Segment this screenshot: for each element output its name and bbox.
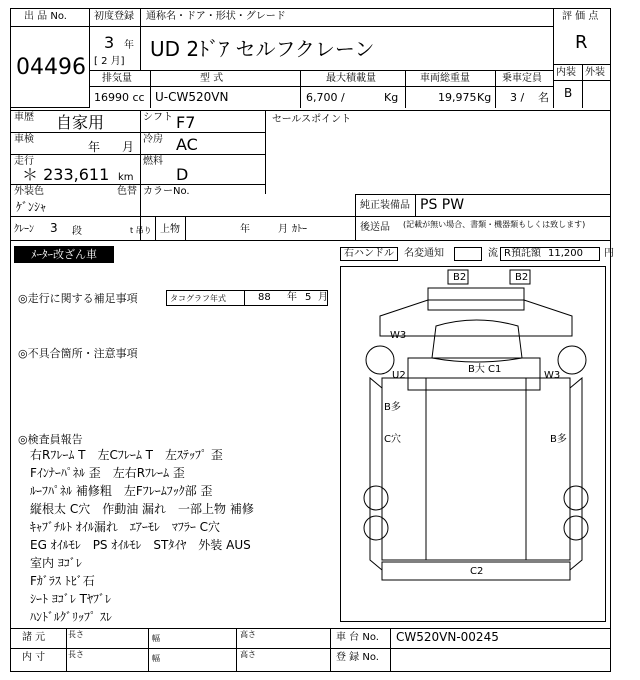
load-value: 6,700 / xyxy=(306,91,345,104)
deck-outline xyxy=(382,378,570,560)
r-deposit-unit: 円 xyxy=(604,248,614,259)
tacho-vline xyxy=(244,290,245,306)
header-line-2 xyxy=(90,70,553,71)
tacho-year: 88 xyxy=(258,292,271,303)
deck-fold-left xyxy=(370,378,382,570)
wheel-front-left xyxy=(366,346,394,374)
exterior-label: 外装 xyxy=(585,67,605,78)
reg-no-label: 登 録 No. xyxy=(336,652,379,663)
color-no-label: カラーNo. xyxy=(143,186,190,197)
supplement-label: ◎走行に関する補足事項 xyxy=(18,292,138,305)
name-change-label: 名変通知 xyxy=(404,248,444,259)
fuel-value: D xyxy=(176,165,189,184)
chassis-label: 車 台 No. xyxy=(336,632,379,643)
details-r5 xyxy=(10,240,611,241)
report-line: Fｶﾞﾗｽ ﾄﾋﾞ石 xyxy=(30,574,95,588)
spec-v1 xyxy=(150,70,151,108)
spec-v3 xyxy=(405,70,406,108)
model-label: 型 式 xyxy=(200,73,224,84)
mark-c2: C2 xyxy=(470,566,484,577)
tacho-month: 5 xyxy=(305,292,312,303)
report-line: ｷｬﾌﾞﾁﾙﾄ ｵｲﾙ漏れ ｴｱｰﾓﾚ ﾏﾌﾗｰ C穴 xyxy=(30,520,221,534)
details-r3 xyxy=(10,184,265,185)
height-label-2: 高さ xyxy=(240,650,256,659)
rhd-label: 右ハンドル xyxy=(344,248,394,259)
tacho-label: タコグラフ年式 xyxy=(170,294,226,303)
sales-point-label: セールスポイント xyxy=(272,114,352,125)
score-vline-2 xyxy=(582,64,583,108)
reg-year-unit: 年 xyxy=(124,40,134,51)
mileage-value: ＊ 233,611 xyxy=(22,165,110,184)
load-unit: Kg xyxy=(384,91,399,104)
equip-value: PS PW xyxy=(420,197,465,213)
tacho-month-unit: 月 xyxy=(318,292,328,303)
header-vline-reg xyxy=(140,8,141,70)
ac-value: AC xyxy=(176,135,198,154)
footer-v1 xyxy=(66,628,67,672)
footer-v3 xyxy=(236,628,237,672)
shift-value: F7 xyxy=(176,113,196,132)
width-label: 幅 xyxy=(152,634,160,643)
interior-score: B xyxy=(564,86,573,100)
mark-c-hole: C穴 xyxy=(384,434,401,445)
details-r1 xyxy=(10,132,265,133)
name-change-check xyxy=(454,247,482,261)
report-line: Fｲﾝﾅｰﾊﾟﾈﾙ 歪 左右Rﾌﾚｰﾑ 歪 xyxy=(30,466,185,480)
mileage-unit: km xyxy=(118,172,134,183)
gross-label: 車両総重量 xyxy=(420,73,470,84)
report-line: 縦根太 C穴 作動油 漏れ 一部上物 補修 xyxy=(30,502,254,516)
upper-vline xyxy=(185,216,186,240)
mileage-label: 走行 xyxy=(14,156,34,167)
details-v1 xyxy=(140,110,141,240)
cap-value: 3 / xyxy=(510,91,525,104)
cap-unit: 名 xyxy=(538,91,549,104)
inspection-label: 車検 xyxy=(14,134,34,145)
cab-outline xyxy=(428,288,524,310)
length-label-2: 長さ xyxy=(68,650,84,659)
history-value: 自家用 xyxy=(56,113,105,132)
wheel-rear-left-1 xyxy=(364,486,388,510)
footer-top xyxy=(10,628,611,629)
score-label: 評 価 点 xyxy=(562,11,599,22)
mark-w3-right: W3 xyxy=(544,370,561,381)
mark-u2: U2 xyxy=(392,370,406,381)
score-value: R xyxy=(575,32,588,53)
length-label: 長さ xyxy=(68,630,84,639)
after-label: 後送品 xyxy=(360,222,390,233)
spec-v4 xyxy=(495,70,496,108)
model-value: U-CW520VN xyxy=(155,90,229,104)
car-name: UD 2ﾄﾞｱ セルフクレーン xyxy=(150,37,375,61)
upper-month: 月 xyxy=(278,224,288,235)
crane-vline xyxy=(155,216,156,240)
header-line-3 xyxy=(90,86,553,87)
tacho-year-unit: 年 xyxy=(287,292,297,303)
spec-v2 xyxy=(300,70,301,108)
cargo-label: 内 寸 xyxy=(22,652,46,663)
wheel-rear-left-2 xyxy=(364,516,388,540)
equip-vline-inner xyxy=(415,194,416,216)
reg-label: 初度登録 xyxy=(94,11,134,22)
deck-fold-right xyxy=(570,378,582,570)
report-line: ﾙｰﾌﾊﾟﾈﾙ 補修粗 左Fﾌﾚｰﾑﾌｯｸ部 歪 xyxy=(30,484,213,498)
warehouse-label: 流 xyxy=(488,248,498,259)
disp-value: 16990 cc xyxy=(94,91,145,104)
history-label: 車歴 xyxy=(14,112,34,123)
defects-label: ◎不具合箇所・注意事項 xyxy=(18,347,138,360)
mark-b2-left: B2 xyxy=(453,272,467,283)
equip-label: 純正装備品 xyxy=(360,200,410,211)
mark-b-many-left: B多 xyxy=(384,402,401,413)
equip-top xyxy=(355,194,611,195)
lot-number: 04496 xyxy=(16,55,86,80)
ac-label: 冷房 xyxy=(143,134,163,145)
crane-value: 3 xyxy=(50,221,58,235)
crane-unit: 段 xyxy=(72,226,82,237)
load-label: 最大積載量 xyxy=(326,73,376,84)
report-line: ｼｰﾄ ﾖｺﾞﾚ Tﾔﾌﾞﾚ xyxy=(30,592,111,606)
score-vline xyxy=(553,8,554,108)
mark-w3-top: W3 xyxy=(390,330,407,341)
reg-month: [ 2 月] xyxy=(94,56,125,67)
upper-year: 年 xyxy=(240,224,250,235)
reg-year: 3 xyxy=(104,33,115,52)
height-label: 高さ xyxy=(240,630,256,639)
meter-badge: ﾒｰﾀｰ改ざん車 xyxy=(14,246,114,263)
wheel-front-right xyxy=(558,346,586,374)
details-v2 xyxy=(265,110,266,194)
mark-b2-right: B2 xyxy=(515,272,529,283)
windshield xyxy=(432,320,522,362)
dims-label: 諸 元 xyxy=(22,632,46,643)
report-line: ﾊﾝﾄﾞﾙｸﾞﾘｯﾌﾟ ｽﾚ xyxy=(30,610,112,624)
color-label: 外装色 xyxy=(14,186,44,197)
footer-v2 xyxy=(148,628,149,672)
tsuri-label: t 吊り xyxy=(130,226,152,235)
interior-label: 内装 xyxy=(556,67,576,78)
fuel-label: 燃料 xyxy=(143,156,163,167)
report-line: EG ｵｲﾙﾓﾚ PS ｵｲﾙﾓﾚ STﾀｲﾔ 外装 AUS xyxy=(30,538,251,552)
chassis-value: CW520VN-00245 xyxy=(396,630,499,644)
r-deposit-label: R預託額 xyxy=(504,248,541,259)
mark-b-many-right: B多 xyxy=(550,434,567,445)
deck-inner xyxy=(426,378,526,560)
color-value: ｹﾞﾝｼｬ xyxy=(16,200,47,214)
grade-label: 通称名・ドア・形状・グレード xyxy=(146,11,286,22)
report-line: 右Rﾌﾚｰﾑ T 左Cﾌﾚｰﾑ T 左ｽﾃｯﾌﾟ 歪 xyxy=(30,448,223,462)
width-label-2: 幅 xyxy=(152,654,160,663)
report-line: 室内 ﾖｺﾞﾚ xyxy=(30,556,82,570)
lot-label: 出 品 No. xyxy=(24,11,67,22)
gross-unit: Kg xyxy=(477,91,492,104)
inspector-label: ◎検査員報告 xyxy=(18,433,83,446)
lot-divider xyxy=(10,26,90,27)
mark-b-large-c1: B大 C1 xyxy=(468,364,502,375)
cab-shape xyxy=(380,300,572,336)
wheel-rear-right-2 xyxy=(564,516,588,540)
details-r4 xyxy=(10,216,611,217)
shift-label: シフト xyxy=(143,112,173,123)
footer-v5 xyxy=(390,628,391,672)
header-line-1 xyxy=(90,26,553,27)
upper-label: 上物 xyxy=(160,224,180,235)
crane-label: ｸﾚｰﾝ xyxy=(14,224,34,235)
footer-v4 xyxy=(330,628,331,672)
footer-mid xyxy=(10,648,611,649)
disp-label: 排気量 xyxy=(102,73,132,84)
after-note: (記載が無い場合、書類・機器類もしくは致します) xyxy=(403,220,586,229)
inspection-month: 月 xyxy=(122,140,135,154)
wheel-rear-right-1 xyxy=(564,486,588,510)
r-deposit-value: 11,200 xyxy=(548,248,583,259)
inspection-year: 年 xyxy=(88,140,101,154)
equip-vline-outer xyxy=(355,194,356,240)
gross-value: 19,975 xyxy=(438,91,477,104)
details-r2 xyxy=(10,154,265,155)
cap-label: 乗車定員 xyxy=(502,73,542,84)
details-top xyxy=(10,110,611,111)
upper-maker: ｶﾄｰ xyxy=(292,224,307,235)
color-change-label: 色替 xyxy=(117,186,137,197)
